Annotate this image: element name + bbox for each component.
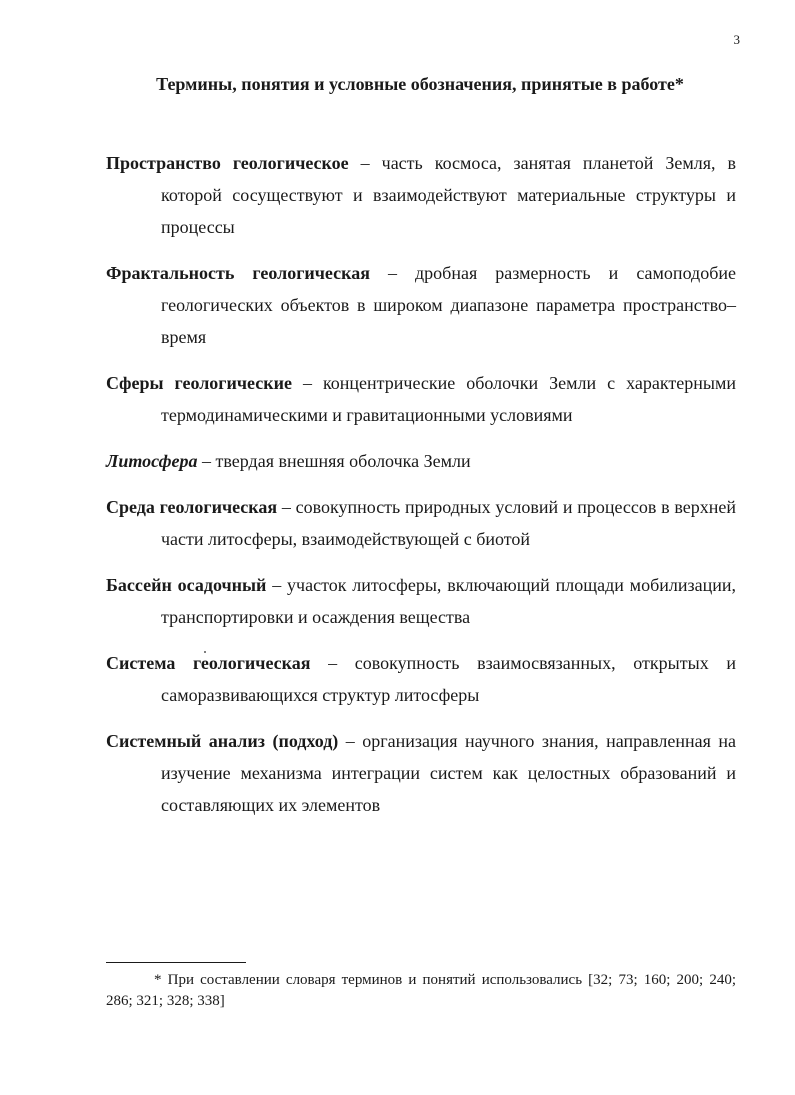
term-name: Системный анализ (подход) bbox=[106, 731, 339, 751]
term-definition: – участок литосферы, включающий площади мобилизации, транспортировки и осаждения вещества bbox=[161, 575, 736, 627]
term-entry bbox=[106, 491, 736, 555]
term-name: Литосфера bbox=[106, 451, 198, 471]
footnote-divider bbox=[106, 962, 246, 963]
footnote: * При составлении словаря терминов и понятий использовались [32; 73; 160; 200; 240; 286; 321; 328; 338] bbox=[106, 972, 736, 1009]
term-entry bbox=[106, 367, 736, 431]
page-title: Термины, понятия и условные обозначения, принятые в работе* bbox=[156, 74, 684, 94]
term-entry bbox=[106, 147, 736, 243]
terms-list bbox=[106, 147, 736, 837]
term-entry bbox=[106, 725, 736, 821]
term-entry bbox=[106, 445, 736, 477]
term-entry bbox=[106, 647, 736, 711]
term-name: Среда геологическая bbox=[106, 497, 278, 517]
term-name: Система геологическая bbox=[106, 653, 311, 673]
term-name: Бассейн осадочный bbox=[106, 575, 267, 595]
term-name: Сферы геологические bbox=[106, 373, 292, 393]
scan-speck bbox=[204, 651, 206, 653]
page-number: 3 bbox=[733, 32, 740, 47]
term-definition: – совокупность природных условий и процессов в верхней части литосферы, взаимодействующей с биотой bbox=[161, 497, 737, 549]
term-definition: – совокупность взаимосвязанных, открытых и саморазвивающихся структур литосферы bbox=[161, 653, 736, 705]
term-name: Пространство геологическое bbox=[106, 153, 349, 173]
term-entry bbox=[106, 569, 736, 633]
term-name: Фрактальность геологическая bbox=[106, 263, 370, 283]
term-definition: – концентрические оболочки Земли с характерными термодинамическими и гравитационными условиями bbox=[161, 373, 736, 425]
term-definition: – организация научного знания, направленная на изучение механизма интеграции систем как целостных образований и составляющих их элементов bbox=[161, 731, 736, 815]
term-definition: – твердая внешняя оболочка Земли bbox=[197, 451, 471, 471]
term-entry bbox=[106, 257, 736, 353]
term-definition: – дробная размерность и самоподобие геологических объектов в широком диапазоне параметра пространство–время bbox=[161, 263, 736, 347]
term-definition: – часть космоса, занятая планетой Земля, в которой сосуществуют и взаимодействуют материальные структуры и процессы bbox=[161, 153, 736, 237]
